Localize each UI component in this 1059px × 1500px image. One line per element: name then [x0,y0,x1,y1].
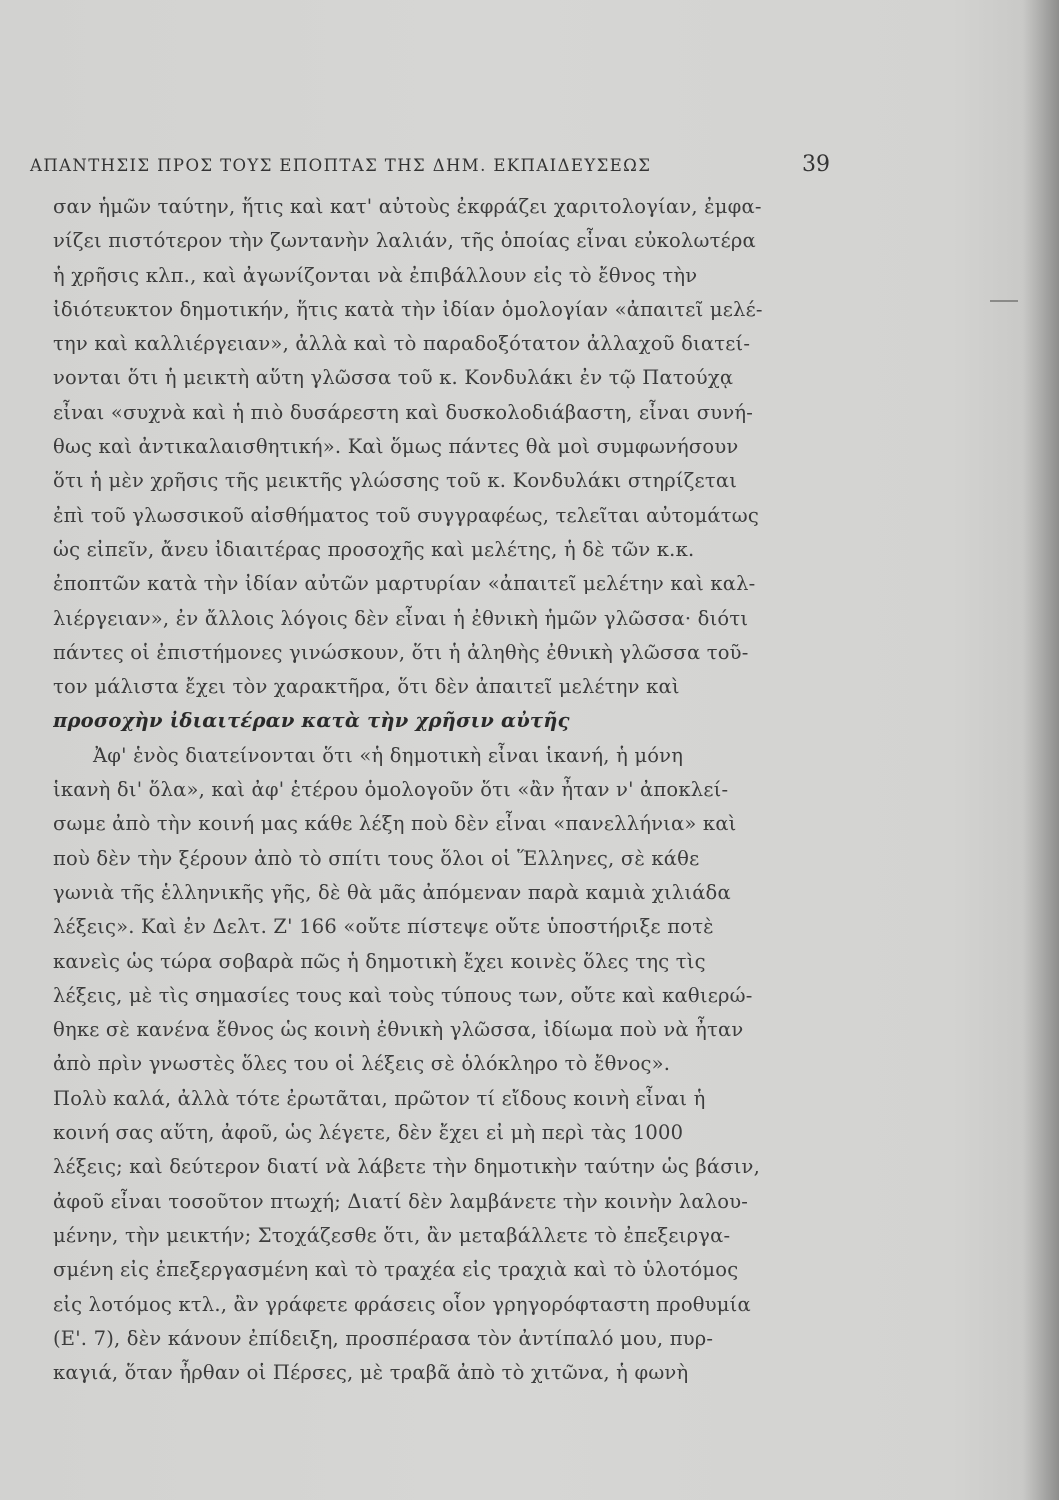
text-line: νίζει πιστότερον τὴν ζωντανὴν λαλιάν, τῆς ὁποίας εἶναι εὐκολωτέρα [53,229,756,253]
text-line: σαν ἡμῶν ταύτην, ἥτις καὶ κατ' αὐτοὺς ἐκφράζει χαριτολογίαν, ἐμφα- [53,195,762,218]
page-edge-shadow [1023,0,1059,1500]
text-line: σμένη εἰς ἐπεξεργασμένη καὶ τὸ τραχέα εἰς τραχιὰ καὶ τὸ ὑλοτόμος [53,1258,739,1282]
text-line: ἡ χρῆσις κλπ., καὶ ἀγωνίζονται νὰ ἐπιβάλλουν εἰς τὸ ἔθνος τὴν [53,263,698,287]
page-number: 39 [802,152,830,177]
running-header [30,152,830,177]
text-line: πάντες οἱ ἐπιστήμονες γινώσκουν, ὅτι ἡ ἀληθὴς ἐθνικὴ γλῶσσα τοῦ- [53,640,749,664]
text-line: ὡς εἰπεῖν, ἄνευ ἰδιαιτέρας προσοχῆς καὶ μελέτης, ἡ δὲ τῶν κ.κ. [53,537,695,561]
paragraph-start-line: Ἀφ' ἑνὸς διατείνονται ὅτι «ἡ δημοτικὴ εἶναι ἱκανή, ἡ μόνη [93,743,684,767]
text-line: κανεὶς ὡς τώρα σοβαρὰ πῶς ἡ δημοτικὴ ἔχει κοινὲς ὅλες της τὶς [53,949,706,973]
text-line: σωμε ἀπὸ τὴν κοινή μας κάθε λέξη ποὺ δὲν εἶναι «πανελλήνια» καὶ [53,812,737,836]
text-line-emphasis: προσοχὴν ἰδιαιτέραν κατὰ τὴν χρῆσιν αὐτῆς [53,709,570,733]
text-line: καγιά, ὅταν ἦρθαν οἱ Πέρσες, μὲ τραβᾶ ἀπὸ τὸ χιτῶνα, ἡ φωνὴ [53,1361,689,1385]
text-line: λιέργειαν», ἐν ἄλλοις λόγοις δὲν εἶναι ἡ ἐθνικὴ ἡμῶν γλῶσσα· διότι [53,606,749,630]
text-line: ἐποπτῶν κατὰ τὴν ἰδίαν αὐτῶν μαρτυρίαν «ἀπαιτεῖ μελέτην καὶ καλ- [53,572,756,596]
text-line: ἰδιότευκτον δημοτικήν, ἥτις κατὰ τὴν ἰδίαν ὁμολογίαν «ἀπαιτεῖ μελέ- [53,297,763,321]
text-line: θηκε σὲ κανένα ἔθνος ὡς κοινὴ ἐθνικὴ γλῶσσα, ἰδίωμα ποὺ νὰ ἦταν [53,1018,744,1042]
text-line: την καὶ καλλιέργειαν», ἀλλὰ καὶ τὸ παραδοξότατον ἀλλαχοῦ διατεί- [53,332,751,356]
running-title: ΑΠΑΝΤΗΣΙΣ ΠΡΟΣ ΤΟΥΣ ΕΠΟΠΤΑΣ ΤΗΣ ΔΗΜ. ΕΚΠΑΙΔΕΥΣΕΩΣ [30,156,652,175]
text-line: ἐπὶ τοῦ γλωσσικοῦ αἰσθήματος τοῦ συγγραφέως, τελεῖται αὐτομάτως [53,503,759,527]
text-line: ἀφοῦ εἶναι τοσοῦτον πτωχή; Διατί δὲν λαμβάνετε τὴν κοινὴν λαλου- [53,1189,749,1213]
text-line: (Ε'. 7), δὲν κάνουν ἐπίδειξη, προσπέρασα τὸν ἀντίπαλό μου, πυρ- [53,1326,714,1350]
text-line: εἶναι «συχνὰ καὶ ἡ πιὸ δυσάρεστη καὶ δυσκολοδιάβαστη, εἶναι συνή- [53,400,754,424]
body-text [53,190,823,1390]
text-line: Πολὺ καλά, ἀλλὰ τότε ἐρωτᾶται, πρῶτον τί εἴδους κοινὴ εἶναι ἡ [53,1086,706,1110]
text-line: μένην, τὴν μεικτήν; Στοχάζεσθε ὅτι, ἂν μεταβάλλετε τὸ ἐπεξειργα- [53,1223,731,1247]
text-line: λέξεις, μὲ τὶς σημασίες τους καὶ τοὺς τύπους των, οὔτε καὶ καθιερώ- [53,983,753,1007]
text-line: τον μάλιστα ἔχει τὸν χαρακτῆρα, ὅτι δὲν ἀπαιτεῖ μελέτην καὶ [53,675,680,699]
text-line: θως καὶ ἀντικαλαισθητική». Καὶ ὅμως πάντες θὰ μοὶ συμφωνήσουν [53,435,739,459]
text-line: λέξεις; καὶ δεύτερον διατί νὰ λάβετε τὴν δημοτικὴν ταύτην ὡς βάσιν, [53,1155,761,1179]
text-line: κοινή σας αὕτη, ἀφοῦ, ὡς λέγετε, δὲν ἔχει εἰ μὴ περὶ τὰς 1000 [53,1121,684,1145]
text-line: ἀπὸ πρὶν γνωστὲς ὅλες του οἱ λέξεις σὲ ὁλόκληρο τὸ ἔθνος». [53,1052,671,1076]
text-line: ἱκανὴ δι' ὅλα», καὶ ἀφ' ἑτέρου ὁμολογοῦν ὅτι «ἂν ἦταν ν' ἀποκλεί- [53,778,729,802]
text-line: ὅτι ἡ μὲν χρῆσις τῆς μεικτῆς γλώσσης τοῦ κ. Κονδυλάκι στηρίζεται [53,469,738,493]
margin-mark [990,300,1018,302]
text-line: εἰς λοτόμος κτλ., ἂν γράφετε φράσεις οἷον γρηγορόφταστη προθυμία [53,1292,751,1316]
text-line: ποὺ δὲν τὴν ξέρουν ἀπὸ τὸ σπίτι τους ὅλοι οἱ Ἕλληνες, σὲ κάθε [53,846,700,870]
text-line: λέξεις». Καὶ ἐν Δελτ. Ζ' 166 «οὔτε πίστεψε οὔτε ὑποστήριξε ποτὲ [53,915,714,939]
text-line: νονται ὅτι ἡ μεικτὴ αὕτη γλῶσσα τοῦ κ. Κονδυλάκι ἐν τῷ Πατούχᾳ [53,366,734,390]
text-line: γωνιὰ τῆς ἑλληνικῆς γῆς, δὲ θὰ μᾶς ἀπόμεναν παρὰ καμιὰ χιλιάδα [53,880,731,904]
